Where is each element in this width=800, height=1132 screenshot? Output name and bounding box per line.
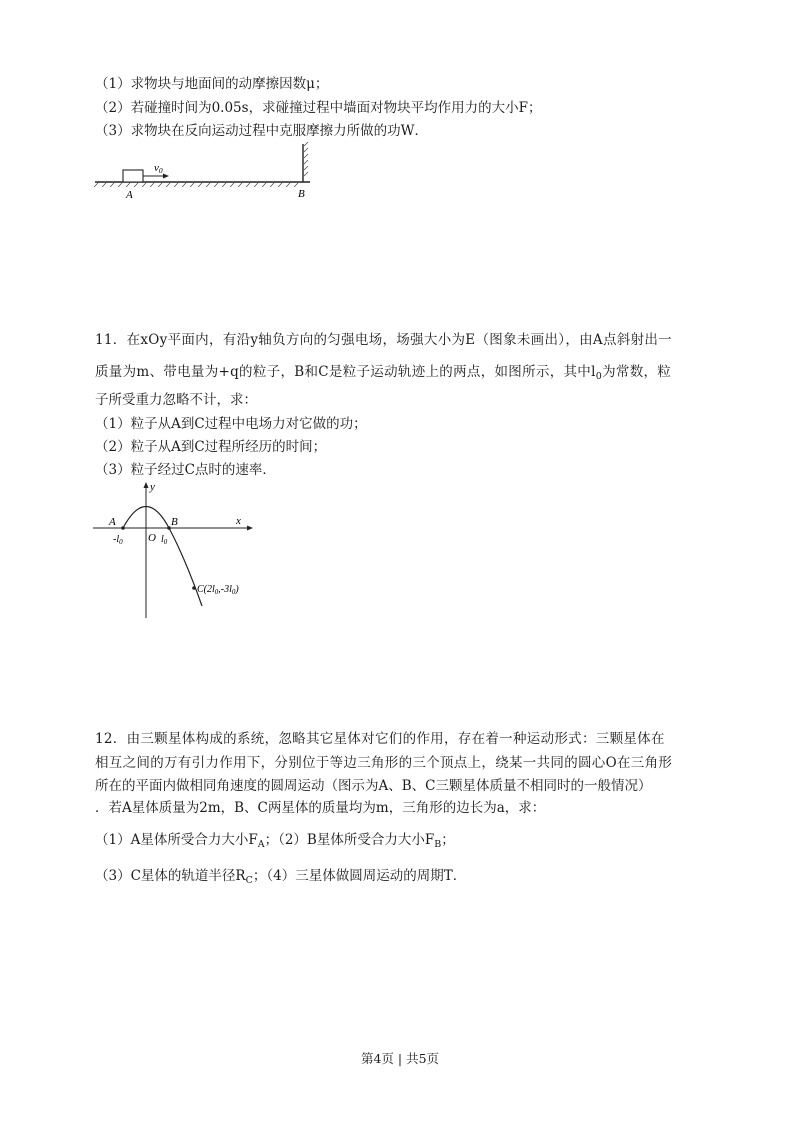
y-axis-label: y (150, 481, 155, 493)
wall-hatch (304, 142, 308, 176)
neg-l0-label: $-l_0$ (113, 534, 123, 546)
trajectory-curve (123, 507, 202, 607)
point-c-label: $C(2l_0,-3l_0)$ (197, 584, 239, 596)
q11-part2: （2）粒子从A到C过程所经历的时间； (95, 439, 327, 455)
q12-part2-text: ；（2）B星体所受合力大小F (264, 832, 435, 848)
x-axis-arrow (247, 526, 253, 531)
v0-label: v0 (154, 162, 163, 175)
q12-line4: ．若A星体质量为2m，B、C两星体的质量均为m，三角形的边长为a，求： (95, 800, 546, 816)
point-c (192, 586, 196, 590)
origin-label: O (148, 532, 156, 544)
q11-line3: 子所受重力忽略不计，求： (95, 392, 257, 408)
q11-part1: （1）粒子从A到C过程中电场力对它做的功； (95, 416, 367, 432)
point-a-label: A (126, 189, 133, 201)
q12-line2: 相互之间的万有引力作用下，分别位于等边三角形的三个顶点上，绕某一共同的圆心O在三角形 (95, 755, 673, 771)
block-a (123, 170, 143, 182)
q10-part2: （2）若碰撞时间为0.05s，求碰撞过程中墙面对物块平均作用力的大小F； (95, 100, 542, 116)
q12-part1-text: （1）A星体所受合力大小F (95, 832, 258, 848)
q11-line2 (95, 363, 671, 381)
q11-figure (90, 478, 280, 623)
velocity-arrowhead (163, 174, 169, 179)
ground-hatch (94, 183, 298, 187)
q12-part2-sub: B (434, 839, 442, 850)
point-b-label: B (171, 516, 178, 528)
q12-parts-1-2 (95, 831, 455, 849)
l0-label: $l_0$ (161, 534, 168, 546)
q11-line2-start: 质量为m、带电量为+q的粒子，B和C是粒子运动轨迹上的两点，如图所示，其中l (95, 364, 596, 380)
q11-line2-sub: 0 (595, 371, 603, 382)
q10-part3: （3）求物块在反向运动过程中克服摩擦力所做的功W． (95, 123, 428, 139)
q10-figure (90, 140, 330, 205)
q12-parts-3-4 (95, 867, 466, 885)
q12-part2-end: ； (441, 832, 455, 848)
x-axis-label: x (236, 515, 241, 527)
q11-part3: （3）粒子经过C点时的速率． (95, 462, 276, 478)
y-axis-arrow (144, 482, 149, 488)
q11-line2-end: 为常数，粒 (602, 364, 672, 380)
point-a (121, 526, 125, 530)
q12-part4-text: ；（4）三星体做圆周运动的周期T． (252, 868, 467, 884)
page-footer: 第4页 | 共5页 (360, 1051, 440, 1066)
q12-part3-sub: C (245, 875, 253, 886)
q12-line3: 所在的平面内做相同角速度的圆周运动（图示为A、B、C三颗星体质量不相同时的一般情况） (95, 778, 652, 794)
point-a-label: A (109, 516, 116, 528)
q12-part1-sub: A (257, 839, 265, 850)
point-b-label: B (298, 188, 305, 200)
q10-part1: （1）求物块与地面间的动摩擦因数μ； (95, 76, 329, 92)
q12-part3-text: （3）C星体的轨道半径R (95, 868, 246, 884)
q12-line1: 12．由三颗星体构成的系统，忽略其它星体对它们的作用，存在着一种运动形式：三颗星体在 (95, 731, 665, 747)
q11-line1: 11．在xOy平面内，有沿y轴负方向的匀强电场，场强大小为E（图象未画出），由A点斜射出一 (95, 332, 672, 348)
